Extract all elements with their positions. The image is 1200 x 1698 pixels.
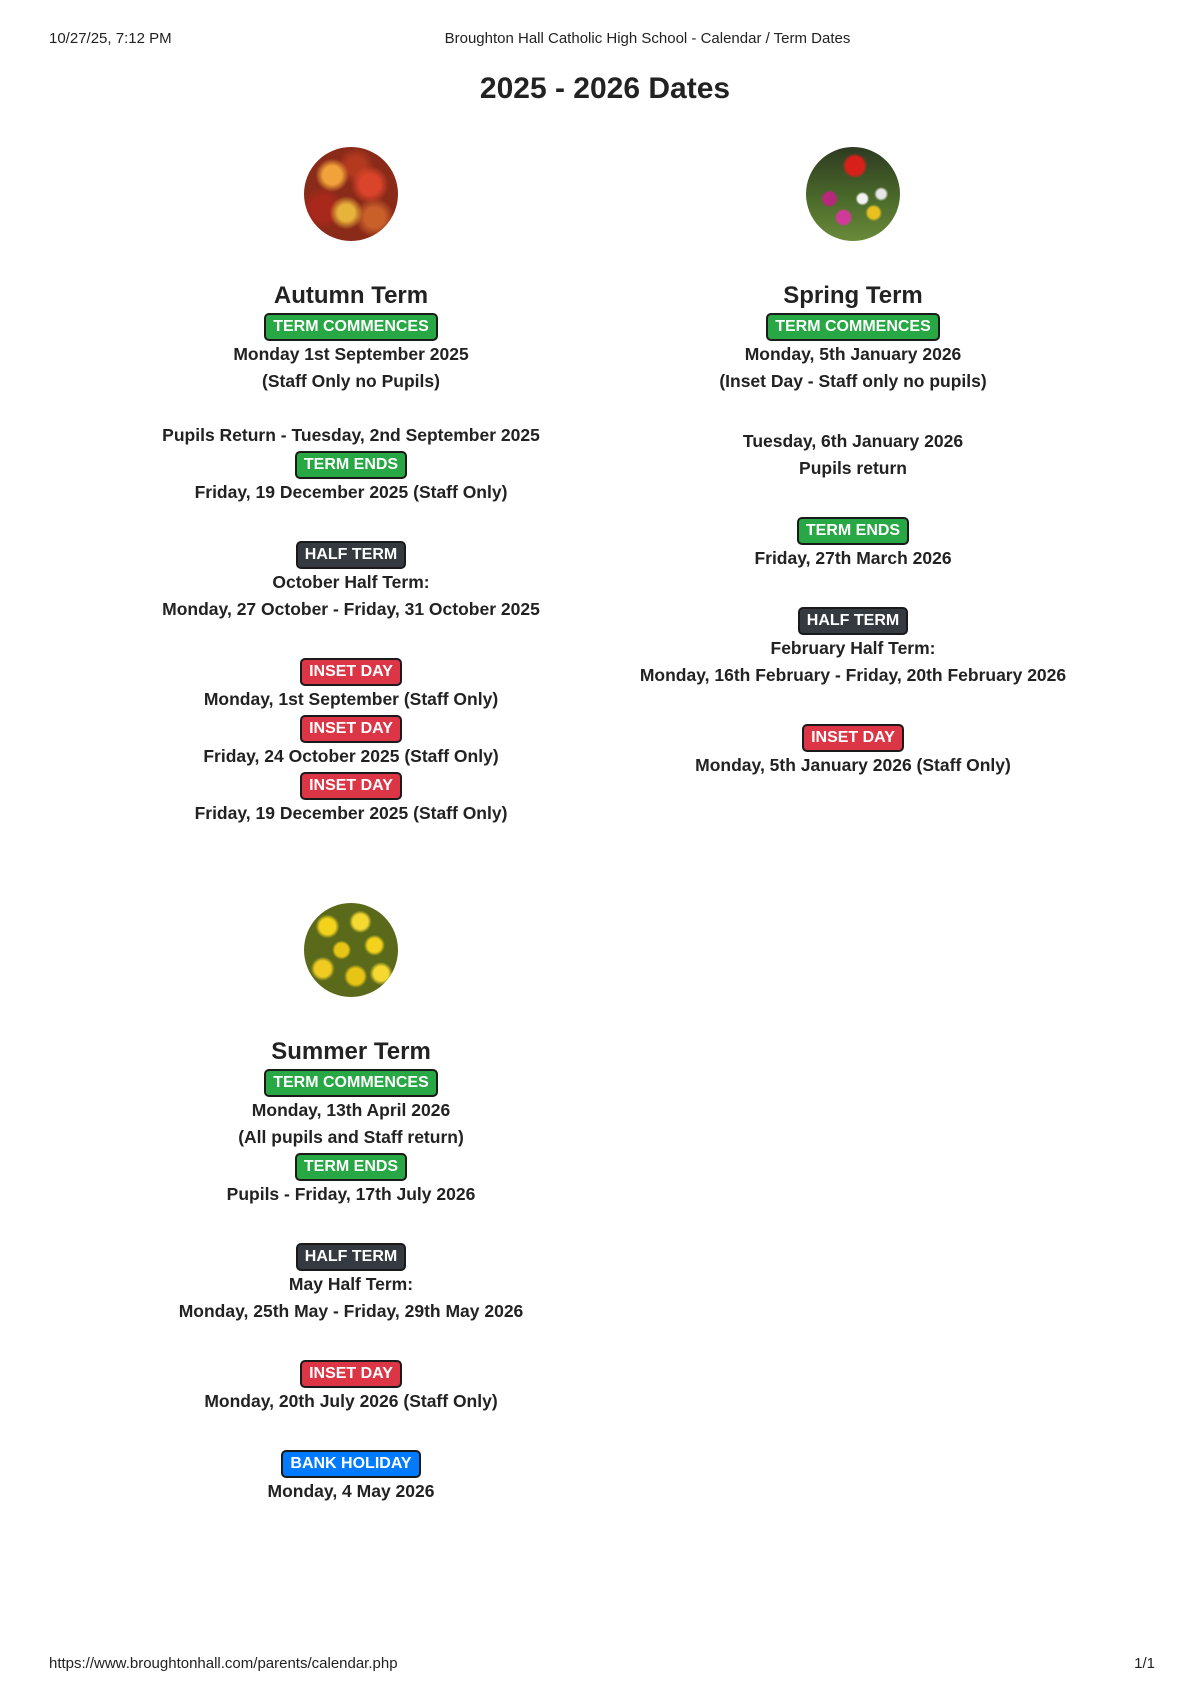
half-term-badge: HALF TERM <box>296 1243 406 1271</box>
spring-tulips-image <box>806 147 900 241</box>
print-datetime: 10/27/25, 7:12 PM <box>49 30 172 47</box>
spring-half-term-label: February Half Term: <box>770 638 936 658</box>
summer-term-section <box>121 903 581 1505</box>
term-commences-badge: TERM COMMENCES <box>264 313 438 341</box>
summer-flowers-image <box>304 903 398 997</box>
inset-day-badge: INSET DAY <box>300 1360 402 1388</box>
summer-half-term-label: May Half Term: <box>288 1274 414 1294</box>
autumn-ends-date: Friday, 19 December 2025 (Staff Only) <box>194 482 508 502</box>
term-ends-badge: TERM ENDS <box>797 517 909 545</box>
autumn-pupils-return: Pupils Return - Tuesday, 2nd September 2025 <box>162 425 540 445</box>
half-term-badge: HALF TERM <box>798 607 908 635</box>
summer-ends-date: Pupils - Friday, 17th July 2026 <box>226 1184 476 1204</box>
autumn-commences-note: (Staff Only no Pupils) <box>262 371 440 391</box>
summer-commences-note: (All pupils and Staff return) <box>238 1127 464 1147</box>
autumn-commences-date: Monday 1st September 2025 <box>233 344 469 364</box>
half-term-badge: HALF TERM <box>296 541 406 569</box>
summer-term-title: Summer Term <box>271 1038 431 1065</box>
autumn-inset-2: Friday, 24 October 2025 (Staff Only) <box>203 746 499 766</box>
spring-commences-date: Monday, 5th January 2026 <box>744 344 962 364</box>
spring-inset-1: Monday, 5th January 2026 (Staff Only) <box>695 755 1011 775</box>
inset-day-badge: INSET DAY <box>300 658 402 686</box>
spring-pupils-return: Pupils return <box>799 458 907 478</box>
autumn-inset-1: Monday, 1st September (Staff Only) <box>203 689 499 709</box>
term-ends-badge: TERM ENDS <box>295 451 407 479</box>
print-url: https://www.broughtonhall.com/parents/calendar.php <box>49 1655 398 1672</box>
spring-commences-note: (Inset Day - Staff only no pupils) <box>719 371 987 391</box>
spring-pupils-return-date: Tuesday, 6th January 2026 <box>742 431 964 451</box>
print-header <box>0 30 1200 52</box>
term-ends-badge: TERM ENDS <box>295 1153 407 1181</box>
summer-half-term-dates: Monday, 25th May - Friday, 29th May 2026 <box>178 1301 524 1321</box>
spring-ends-date: Friday, 27th March 2026 <box>754 548 952 568</box>
bank-holiday-badge: BANK HOLIDAY <box>281 1450 420 1478</box>
inset-day-badge: INSET DAY <box>802 724 904 752</box>
spring-term-section <box>623 147 1083 779</box>
inset-day-badge: INSET DAY <box>300 715 402 743</box>
autumn-leaves-image <box>304 147 398 241</box>
print-page-number: 1/1 <box>1134 1655 1155 1672</box>
autumn-term-section <box>121 147 581 827</box>
term-commences-badge: TERM COMMENCES <box>766 313 940 341</box>
summer-bank-holiday-date: Monday, 4 May 2026 <box>267 1481 435 1501</box>
term-commences-badge: TERM COMMENCES <box>264 1069 438 1097</box>
page-title: 2025 - 2026 Dates <box>479 72 731 105</box>
autumn-half-term-label: October Half Term: <box>272 572 430 592</box>
autumn-half-term-dates: Monday, 27 October - Friday, 31 October 2025 <box>162 599 540 619</box>
spring-term-title: Spring Term <box>783 282 923 309</box>
print-page-title: Broughton Hall Catholic High School - Calendar / Term Dates <box>444 30 851 47</box>
autumn-inset-3: Friday, 19 December 2025 (Staff Only) <box>194 803 508 823</box>
inset-day-badge: INSET DAY <box>300 772 402 800</box>
spring-half-term-dates: Monday, 16th February - Friday, 20th February 2026 <box>639 665 1067 685</box>
summer-commences-date: Monday, 13th April 2026 <box>251 1100 451 1120</box>
summer-inset-1: Monday, 20th July 2026 (Staff Only) <box>204 1391 498 1411</box>
autumn-term-title: Autumn Term <box>273 282 429 309</box>
